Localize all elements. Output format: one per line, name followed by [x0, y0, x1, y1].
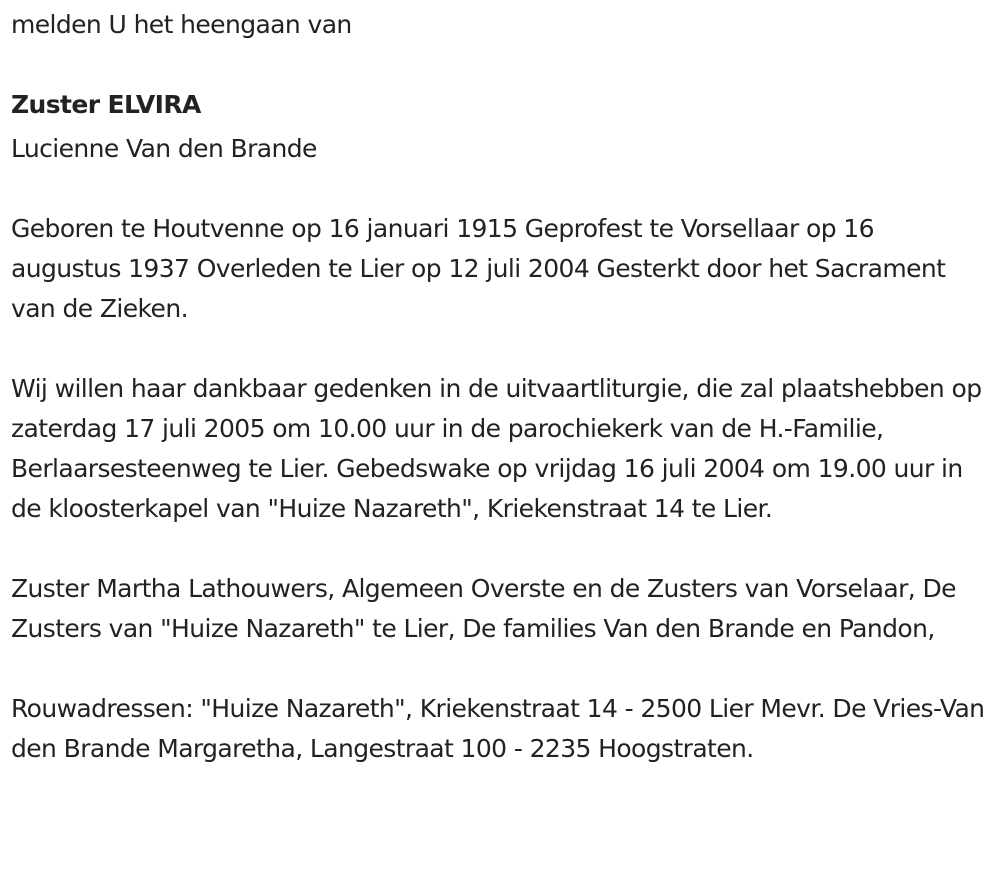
- civil-name: Lucienne Van den Brande: [11, 134, 317, 163]
- addresses-paragraph: Rouwadressen: "Huize Nazareth", Kriekenstraat 14 - 2500 Lier Mevr. De Vries-Van den Brande Margaretha, Langestraat 100 - 2235 Hoogstraten.: [11, 694, 985, 763]
- funeral-paragraph: Wij willen haar dankbaar gedenken in de uitvaartliturgie, die zal plaatshebben op zaterdag 17 juli 2005 om 10.00 uur in de parochiekerk van de H.-Familie, Berlaarsesteenweg te Lier. Gebedswake op vrijdag 16 juli 2004 om 19.00 uur in de kloosterkapel van "Huize Nazareth", Kriekenstraat 14 te Lier.: [11, 374, 982, 523]
- biography-paragraph: Geboren te Houtvenne op 16 januari 1915 Geprofest te Vorsellaar op 16 augustus 1937 Overleden te Lier op 12 juli 2004 Gesterkt door het Sacrament van de Zieken.: [11, 214, 946, 323]
- mourners-paragraph: Zuster Martha Lathouwers, Algemeen Overste en de Zusters van Vorselaar, De Zusters van "Huize Nazareth" te Lier, De families Van den Brande en Pandon,: [11, 574, 956, 643]
- spacer: [11, 329, 986, 369]
- intro-text: melden U het heengaan van: [11, 10, 352, 39]
- spacer: [11, 45, 986, 85]
- religious-name: Zuster ELVIRA: [11, 90, 201, 119]
- spacer: [11, 649, 986, 689]
- spacer: [11, 529, 986, 569]
- spacer: [11, 169, 986, 209]
- obituary-document: [11, 5, 986, 769]
